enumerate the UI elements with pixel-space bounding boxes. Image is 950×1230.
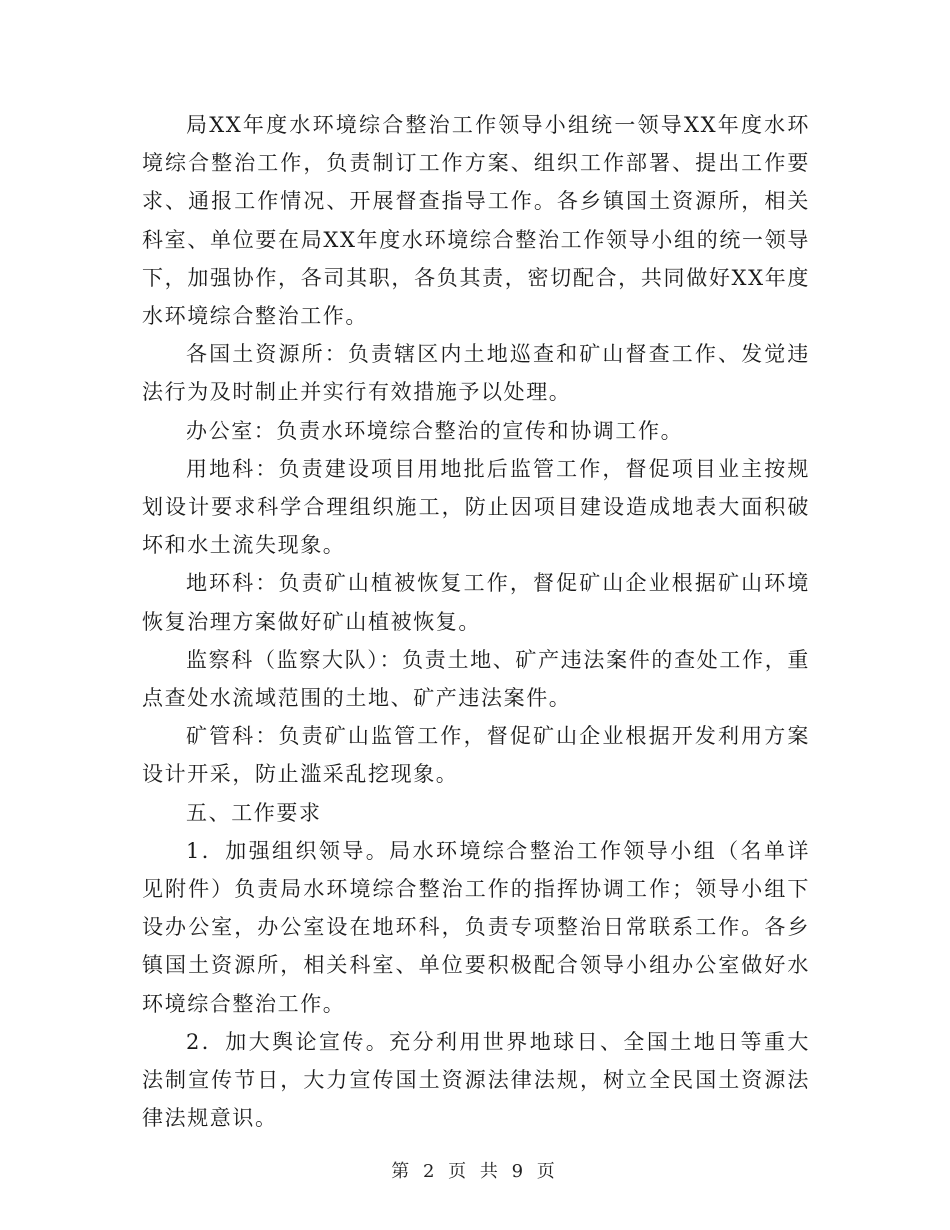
page-number-footer: 第 2 页 共 9 页	[391, 1161, 559, 1182]
document-body	[142, 106, 810, 1137]
paragraph-geo-environment-section: 地环科：负责矿山植被恢复工作，督促矿山企业根据矿山环境恢复治理方案做好矿山植被恢复。	[142, 571, 810, 634]
paragraph-general-office: 办公室：负责水环境综合整治的宣传和协调工作。	[186, 418, 684, 443]
paragraph-requirement-1: 1．加强组织领导。局水环境综合整治工作领导小组（名单详见附件）负责局水环境综合整治工作的指挥协调工作；领导小组下设办公室，办公室设在地环科，负责专项整治日常联系工作。各乡镇国土资源所，相关科室、单位要积极配合领导小组办公室做好水环境综合整治工作。	[142, 838, 810, 1016]
paragraph-supervision-section: 监察科（监察大队）：负责土地、矿产违法案件的查处工作，重点查处水流域范围的土地、矿产违法案件。	[142, 647, 810, 711]
paragraph-land-use-section: 用地科：负责建设项目用地批后监管工作，督促项目业主按规划设计要求科学合理组织施工，防止因项目建设造成地表大面积破坏和水土流失现象。	[142, 456, 810, 558]
section-heading-work-requirements: 五、工作要求	[186, 800, 322, 825]
paragraph-mining-management-section: 矿管科：负责矿山监管工作，督促矿山企业根据开发利用方案设计开采，防止滥采乱挖现象。	[142, 724, 810, 787]
paragraph-requirement-2: 2．加大舆论宣传。充分利用世界地球日、全国土地日等重大法制宣传节日，大力宣传国土资源法律法规，树立全民国土资源法律法规意识。	[142, 1029, 810, 1131]
paragraph-leadership: 局XX年度水环境综合整治工作领导小组统一领导XX年度水环境综合整治工作，负责制订工作方案、组织工作部署、提出工作要求、通报工作情况、开展督查指导工作。各乡镇国土资源所，相关科室、单位要在局XX年度水环境综合整治工作领导小组的统一领导下，加强协作，各司其职，各负其责，密切配合，共同做好XX年度水环境综合整治工作。	[142, 113, 810, 329]
paragraph-land-resources-offices: 各国土资源所：负责辖区内土地巡查和矿山督查工作、发觉违法行为及时制止并实行有效措施予以处理。	[142, 342, 810, 405]
